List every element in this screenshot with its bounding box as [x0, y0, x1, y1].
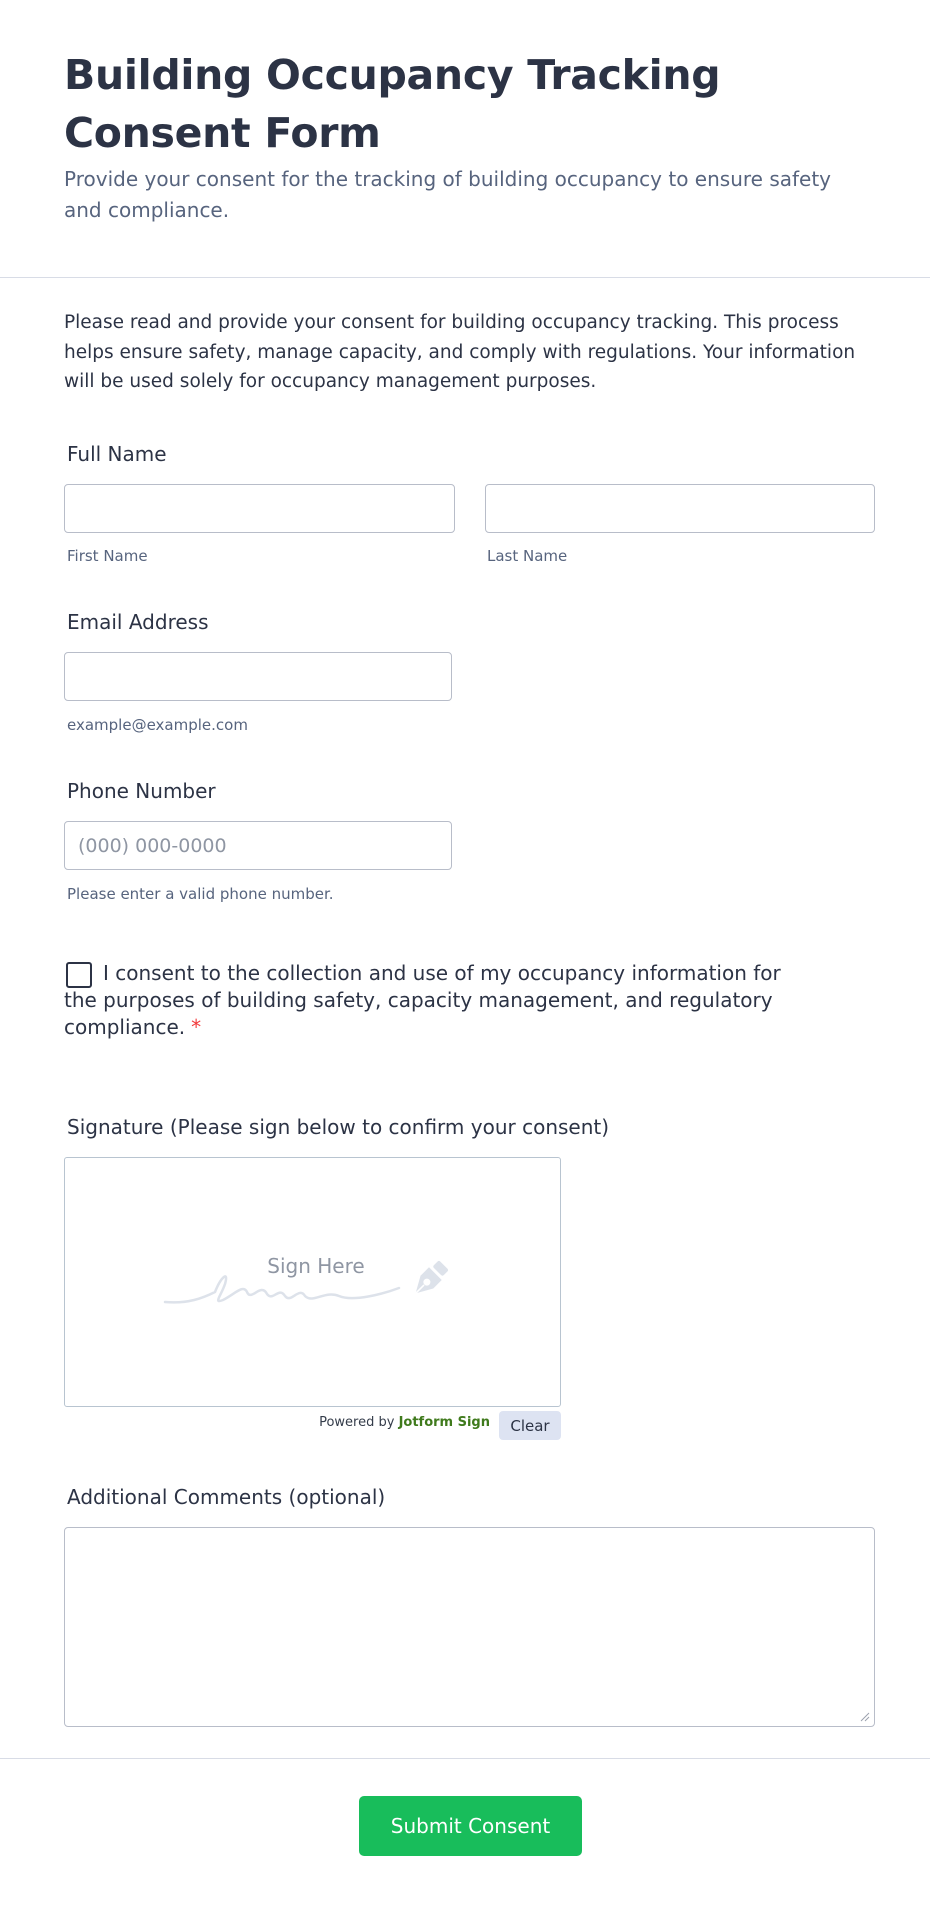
sign-here-hint: Sign Here: [267, 1254, 365, 1278]
consent-text: I consent to the collection and use of my occupancy information for the purposes of building safety, capacity management, and regulatory compliance.: [64, 961, 781, 1039]
first-name-sublabel: First Name: [67, 547, 148, 565]
consent-label: [64, 960, 794, 1041]
powered-by-brand[interactable]: Jotform Sign: [398, 1415, 490, 1430]
footer-divider: [0, 1758, 930, 1759]
consent-checkbox[interactable]: [66, 962, 92, 988]
powered-by-prefix: Powered by: [319, 1415, 395, 1430]
phone-input[interactable]: [64, 821, 452, 870]
required-asterisk: *: [191, 1015, 202, 1039]
phone-label: Phone Number: [67, 779, 216, 803]
phone-sublabel: Please enter a valid phone number.: [67, 885, 334, 903]
pen-nib-icon: [406, 1257, 452, 1303]
comments-textarea[interactable]: [64, 1527, 875, 1727]
form-title: Building Occupancy Tracking Consent Form: [64, 51, 721, 157]
comments-label: Additional Comments (optional): [67, 1485, 386, 1509]
submit-consent-button[interactable]: Submit Consent: [359, 1796, 582, 1856]
last-name-input[interactable]: [485, 484, 875, 533]
last-name-sublabel: Last Name: [487, 547, 568, 565]
intro-text: Please read and provide your consent for building occupancy tracking. This process helps ensure safety, manage capacity, and comply with regulations. Your information will be used solely for occupancy management purposes.: [64, 312, 856, 392]
email-sublabel: example@example.com: [67, 716, 248, 734]
signature-label: Signature (Please sign below to confirm your consent): [67, 1115, 610, 1139]
resize-grip-icon[interactable]: [858, 1710, 870, 1722]
signature-pad[interactable]: [64, 1157, 561, 1407]
full-name-label: Full Name: [67, 442, 167, 466]
form-subtitle: Provide your consent for the tracking of building occupancy to ensure safety and compliance.: [64, 167, 832, 222]
email-input[interactable]: [64, 652, 452, 701]
first-name-input[interactable]: [64, 484, 455, 533]
clear-signature-button[interactable]: Clear: [499, 1411, 561, 1440]
header-divider: [0, 277, 930, 278]
email-label: Email Address: [67, 610, 209, 634]
powered-by: [290, 1415, 490, 1430]
